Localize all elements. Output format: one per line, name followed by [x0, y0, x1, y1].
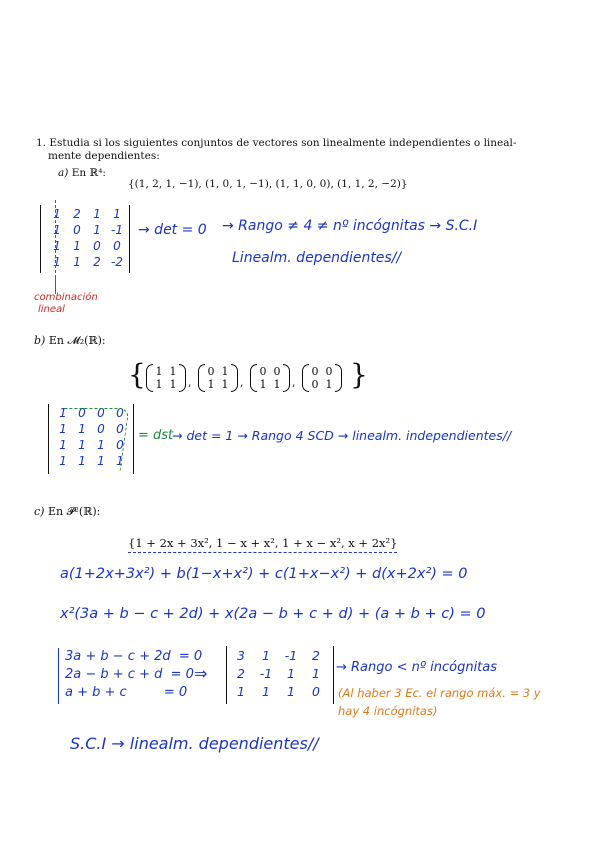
matrix-cell: 1 — [53, 255, 61, 269]
matrix-cell: 0 — [207, 365, 215, 378]
matrix-cell: 1 — [207, 378, 215, 391]
set-comma: , — [188, 376, 192, 389]
matrix-cell: 2 — [93, 255, 101, 269]
problem-statement — [36, 137, 566, 163]
matrix-cell: 0 — [73, 223, 81, 237]
matrix-bracket-right — [179, 364, 186, 392]
part-a-matrix — [40, 205, 130, 273]
matrix-cell: 0 — [97, 406, 105, 420]
matrix-cell: 0 — [312, 684, 320, 699]
part-c-rank-note: → Rango < nº incógnitas — [336, 660, 498, 675]
matrix-cell: 1 — [59, 438, 67, 452]
matrix-cell: 1 — [53, 207, 61, 221]
matrix-cell: 1 — [97, 438, 105, 452]
matrix-cell: 1 — [262, 684, 270, 699]
part-a-rank-note: → Rango ≠ 4 ≠ nº incógnitas → S.C.I — [222, 218, 478, 234]
set-comma: , — [292, 376, 296, 389]
part-b-space: En 𝓜₂(ℝ): — [48, 334, 106, 347]
part-b-green-triangle — [56, 408, 130, 471]
matrix-cell: 1 — [262, 648, 270, 663]
matrix-bracket-right — [283, 364, 290, 392]
matrix-cell: -2 — [111, 255, 123, 269]
system-equation: 3a + b − c + 2d = 0 — [65, 649, 203, 664]
matrix-cell: -1 — [111, 223, 123, 237]
matrix-cell: 1 — [78, 454, 86, 468]
matrix-cell: 1 — [93, 223, 101, 237]
basis-matrix — [198, 364, 238, 392]
part-c-system — [58, 648, 203, 704]
matrix-cell: 1 — [325, 378, 333, 391]
matrix-cell: 0 — [116, 438, 124, 452]
matrix-cell: 0 — [116, 406, 124, 420]
part-c-header — [34, 505, 100, 519]
matrix-cell: 1 — [78, 422, 86, 436]
problem-number: 1. — [36, 137, 47, 149]
matrix-cell: 1 — [155, 378, 163, 391]
matrix-cell: 1 — [73, 239, 81, 253]
matrix-cell: 1 — [169, 365, 177, 378]
part-a-det-note: → det = 0 — [138, 222, 207, 238]
part-b-label: b) — [34, 334, 46, 347]
matrix-cell: 1 — [116, 454, 124, 468]
basis-matrix — [146, 364, 186, 392]
matrix-cell: 1 — [59, 454, 67, 468]
part-c-orange-note — [338, 684, 541, 720]
matrix-cell: 0 — [311, 365, 319, 378]
orange-note-line-2: hay 4 incógnitas) — [338, 704, 438, 718]
red-note-line-1: combinación — [34, 292, 98, 303]
matrix-cell: 0 — [78, 406, 86, 420]
matrix-cell: 1 — [169, 378, 177, 391]
part-a-red-note — [34, 292, 98, 316]
matrix-cell: 1 — [155, 365, 163, 378]
part-c-eq1: a(1+2x+3x²) + b(1−x+x²) + c(1+x−x²) + d(x+2x²) = 0 — [60, 566, 468, 582]
basis-matrix — [302, 364, 342, 392]
part-a-conclusion: Linealm. dependientes// — [232, 250, 402, 266]
matrix-bracket-right — [335, 364, 342, 392]
set-close-brace: } — [350, 358, 368, 391]
red-note-line-2: lineal — [38, 304, 65, 315]
matrix-cell: 1 — [237, 684, 245, 699]
part-b-green-note: = dst — [138, 428, 174, 443]
matrix-cell: 1 — [78, 438, 86, 452]
matrix-cell: 2 — [73, 207, 81, 221]
part-b-header — [34, 334, 106, 348]
system-equation: 2a − b + c + d = 0 — [65, 667, 194, 682]
part-b-chain-note: → det = 1 → Rango 4 SCD → linealm. independientes// — [172, 428, 512, 443]
part-c-eq2: x²(3a + b − c + 2d) + x(2a − b + c + d) + (a + b + c) = 0 — [60, 606, 486, 622]
matrix-cell: 1 — [287, 666, 295, 681]
matrix-cell: 1 — [113, 207, 121, 221]
matrix-cell: 0 — [259, 365, 267, 378]
matrix-cell: 1 — [59, 422, 67, 436]
matrix-cell: 0 — [273, 365, 281, 378]
matrix-cell: 1 — [221, 378, 229, 391]
part-c-aug-matrix — [226, 646, 334, 704]
statement-line-1: Estudia si los siguientes conjuntos de vectores son linealmente independientes o lineal- — [49, 137, 517, 149]
part-c-space: En 𝓟²(ℝ): — [47, 505, 101, 518]
system-equation: a + b + c = 0 — [65, 685, 188, 700]
matrix-cell: 2 — [312, 648, 320, 663]
matrix-cell: 1 — [273, 378, 281, 391]
matrix-cell: 2 — [237, 666, 245, 681]
part-a-set: {(1, 2, 1, −1), (1, 0, 1, −1), (1, 1, 0, 0), (1, 1, 2, −2)} — [128, 178, 408, 190]
part-a-header — [58, 167, 106, 179]
matrix-cell: -1 — [259, 666, 273, 681]
matrix-cell: 0 — [311, 378, 319, 391]
part-a-label: a) — [58, 167, 69, 179]
statement-line-2: mente dependientes: — [48, 150, 160, 162]
matrix-cell: 1 — [312, 666, 320, 681]
part-c-conclusion: S.C.I → linealm. dependientes// — [70, 734, 319, 753]
part-a-space: En ℝ⁴: — [71, 167, 106, 179]
part-a-red-column-mark — [55, 200, 56, 278]
matrix-cell: -1 — [284, 648, 298, 663]
matrix-cell: 1 — [93, 207, 101, 221]
part-c-set: {1 + 2x + 3x², 1 − x + x², 1 + x − x², x + 2x²} — [128, 536, 397, 553]
matrix-cell: 3 — [237, 648, 245, 663]
matrix-cell: 1 — [97, 454, 105, 468]
part-c-arrow: ⇒ — [194, 664, 208, 683]
matrix-cell: 1 — [73, 255, 81, 269]
matrix-cell: 0 — [325, 365, 333, 378]
matrix-cell: 1 — [53, 223, 61, 237]
matrix-cell: 0 — [93, 239, 101, 253]
matrix-cell: 1 — [53, 239, 61, 253]
set-comma: , — [240, 376, 244, 389]
matrix-bracket-right — [231, 364, 238, 392]
matrix-cell: 1 — [259, 378, 267, 391]
matrix-cell: 0 — [113, 239, 121, 253]
basis-matrix — [250, 364, 290, 392]
matrix-cell: 0 — [97, 422, 105, 436]
matrix-cell: 1 — [221, 365, 229, 378]
matrix-cell: 1 — [287, 684, 295, 699]
set-open-brace: { — [128, 358, 146, 391]
part-b-set — [128, 358, 368, 394]
matrix-cell: 0 — [116, 422, 124, 436]
matrix-cell: 1 — [59, 406, 67, 420]
orange-note-line-1: (Al haber 3 Ec. el rango máx. = 3 y — [338, 686, 541, 700]
part-c-label: c) — [34, 505, 45, 518]
